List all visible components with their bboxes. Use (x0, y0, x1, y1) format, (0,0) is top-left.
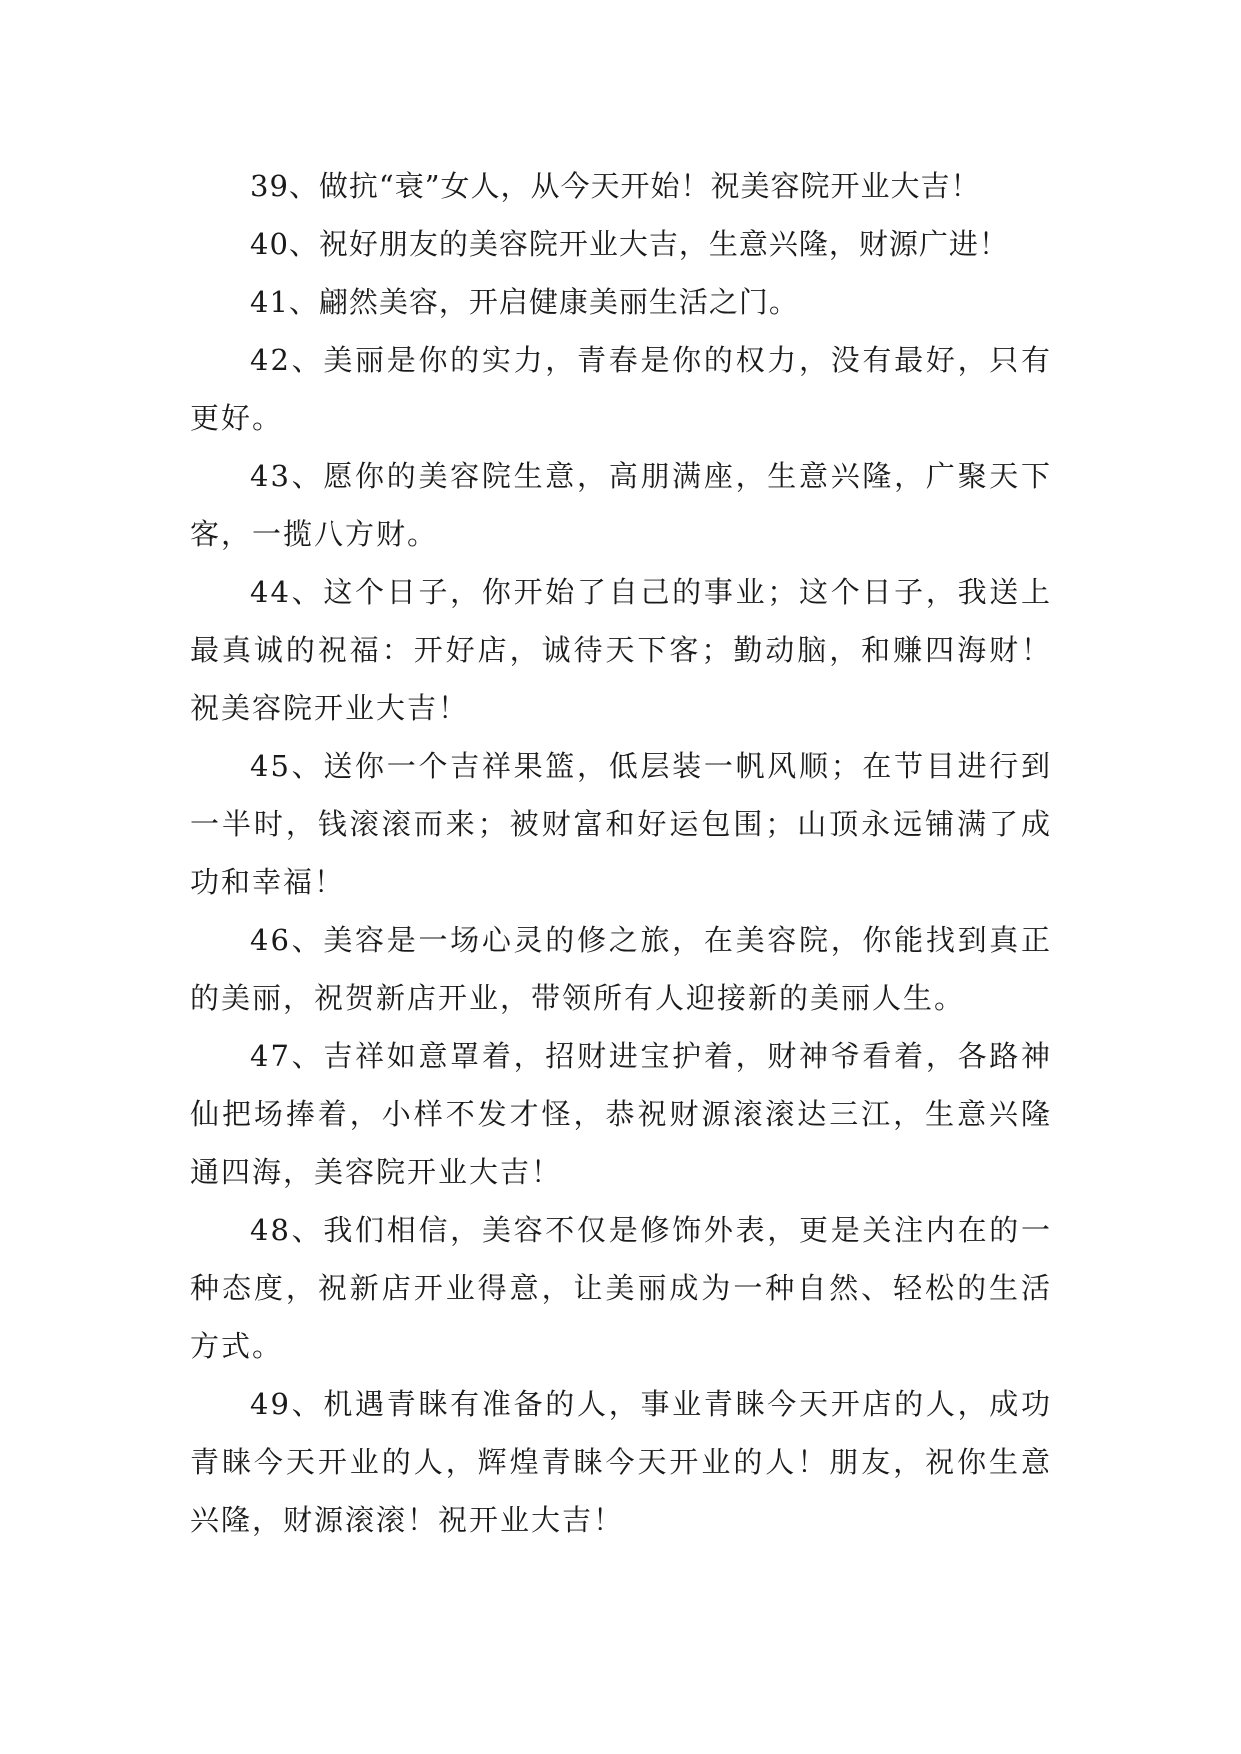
paragraph-45: 45、送你一个吉祥果篮，低层装一帆风顺；在节目进行到一半时，钱滚滚而来；被财富和好运包围；山顶永远铺满了成功和幸福！ (190, 749, 1052, 899)
document-body (190, 157, 1052, 1549)
paragraph-47: 47、吉祥如意罩着，招财进宝护着，财神爷看着，各路神仙把场捧着，小样不发才怪，恭祝财源滚滚达三江，生意兴隆通四海，美容院开业大吉！ (190, 1039, 1052, 1189)
paragraph-49: 49、机遇青睐有准备的人，事业青睐今天开店的人，成功青睐今天开业的人，辉煌青睐今天开业的人！朋友，祝你生意兴隆，财源滚滚！祝开业大吉！ (190, 1387, 1052, 1537)
paragraph-46: 46、美容是一场心灵的修之旅，在美容院，你能找到真正的美丽，祝贺新店开业，带领所有人迎接新的美丽人生。 (190, 923, 1052, 1015)
paragraph-44: 44、这个日子，你开始了自己的事业；这个日子，我送上最真诚的祝福：开好店，诚待天下客；勤动脑，和赚四海财！祝美容院开业大吉！ (190, 575, 1052, 725)
paragraph-42: 42、美丽是你的实力，青春是你的权力，没有最好，只有更好。 (190, 343, 1052, 435)
paragraph-39: 39、做抗“衰”女人，从今天开始！祝美容院开业大吉！ (250, 169, 981, 203)
paragraph-43: 43、愿你的美容院生意，高朋满座，生意兴隆，广聚天下客，一揽八方财。 (190, 459, 1052, 551)
paragraph-41: 41、翩然美容，开启健康美丽生活之门。 (250, 285, 799, 319)
paragraph-40: 40、祝好朋友的美容院开业大吉，生意兴隆，财源广进！ (250, 227, 1009, 261)
paragraph-48: 48、我们相信，美容不仅是修饰外表，更是关注内在的一种态度，祝新店开业得意，让美丽成为一种自然、轻松的生活方式。 (190, 1213, 1052, 1363)
